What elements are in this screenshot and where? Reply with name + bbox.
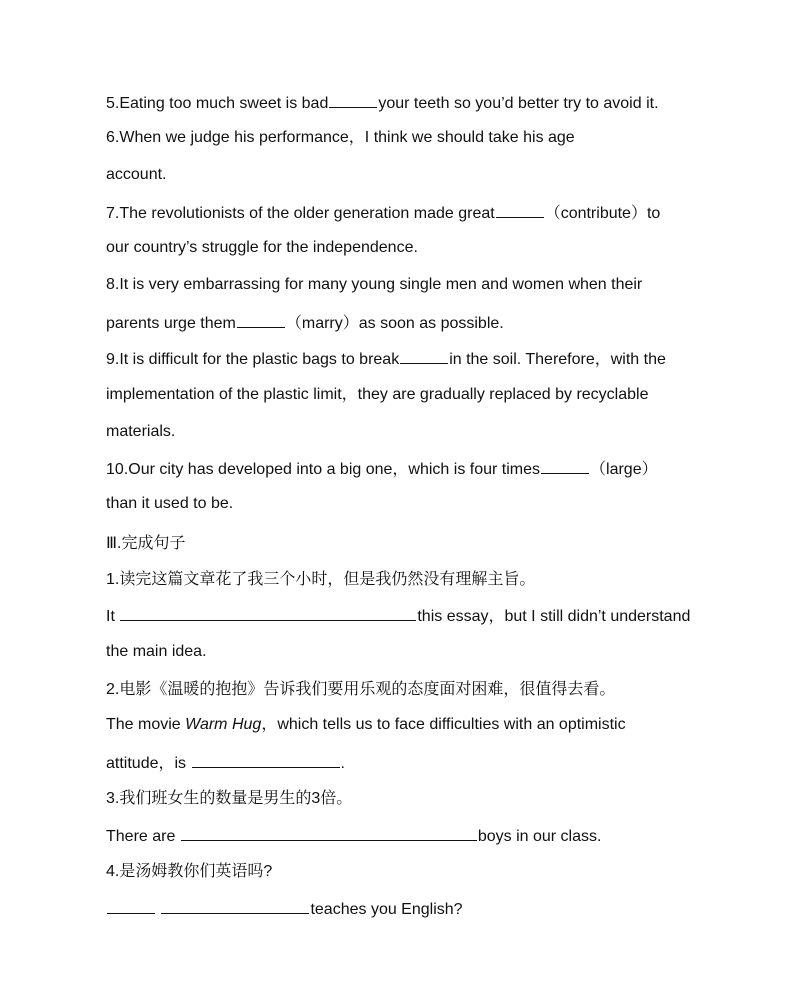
sentence-2-text-d: . (340, 755, 345, 772)
sentence-4-text-b: teaches you English? (310, 901, 463, 918)
movie-title: Warm Hug (185, 716, 262, 733)
exercise-9-text-b: in the soil. Therefore，with the (449, 351, 666, 368)
sentence-2-text-a: The movie (106, 716, 186, 733)
exercise-9-line-3 (106, 422, 175, 442)
sentence-1-chinese: 1.读完这篇文章花了我三个小时，但是我仍然没有理解主旨。 (106, 571, 536, 588)
sentence-3-text-b: boys in our class. (477, 828, 602, 845)
section-3-title: Ⅲ.完成句子 (106, 535, 186, 552)
exercise-8-line-2 (106, 312, 504, 334)
sentence-4-chinese: 4.是汤姆教你们英语吗? (106, 863, 273, 880)
answer-blank[interactable] (161, 898, 309, 914)
sentence-4-line-1 (106, 898, 463, 920)
exercise-6-line-2 (106, 165, 166, 185)
exercise-7-text-b: （contribute）to (544, 205, 661, 222)
sentence-3-prompt (106, 789, 352, 809)
sentence-3-line-1 (106, 825, 601, 847)
sentence-2-line-1 (106, 715, 626, 735)
sentence-1-line-1 (106, 605, 690, 627)
sentence-3-text-a: There are (106, 828, 176, 845)
exercise-10-text-a: 10.Our city has developed into a big one，which is four times (106, 461, 541, 478)
answer-blank[interactable] (120, 605, 416, 621)
sentence-2-chinese: 2.电影《温暖的抱抱》告诉我们要用乐观的态度面对困难，很值得去看。 (106, 681, 616, 698)
exercise-8-text-a: parents urge them (106, 315, 236, 332)
exercise-10-text-cont: than it used to be. (106, 495, 234, 512)
sentence-3-chinese: 3.我们班女生的数量是男生的3倍。 (106, 790, 353, 807)
exercise-9-text-end: materials. (106, 423, 176, 440)
exercise-5-text-a: 5.Eating too much sweet is bad (106, 95, 329, 112)
exercise-7-text-cont: our country’s struggle for the independence. (106, 239, 418, 256)
exercise-9-text-a: 9.It is difficult for the plastic bags to break (106, 351, 400, 368)
exercise-9-line-2 (106, 385, 648, 405)
exercise-6-text-cont: account. (106, 166, 167, 183)
exercise-7-text-a: 7.The revolutionists of the older generation made great (106, 205, 495, 222)
answer-blank[interactable] (329, 92, 377, 108)
answer-blank[interactable] (400, 348, 448, 364)
answer-blank[interactable] (237, 312, 285, 328)
sentence-1-text-a: It (106, 608, 115, 625)
exercise-5 (106, 92, 659, 114)
exercise-8-line-1 (106, 275, 642, 295)
sentence-4-prompt (106, 862, 272, 882)
exercise-8-text-b: （marry）as soon as possible. (285, 315, 504, 332)
answer-blank[interactable] (192, 752, 340, 768)
answer-blank[interactable] (496, 202, 544, 218)
exercise-10-line-1 (106, 458, 658, 480)
exercise-10-text-b: （large） (590, 461, 658, 478)
sentence-2-text-c: attitude，is (106, 755, 187, 772)
answer-blank[interactable] (181, 825, 477, 841)
exercise-8-text: 8.It is very embarrassing for many young single men and women when their (106, 276, 643, 293)
sentence-1-text-cont: the main idea. (106, 643, 207, 660)
answer-blank[interactable] (541, 458, 589, 474)
exercise-10-line-2 (106, 494, 233, 514)
exercise-9-line-1 (106, 348, 666, 370)
sentence-1-prompt (106, 570, 535, 590)
sentence-2-line-2 (106, 752, 345, 774)
sentence-1-line-2 (106, 642, 207, 662)
sentence-1-text-b: this essay，but I still didn’t understand (417, 608, 691, 625)
sentence-2-prompt (106, 680, 615, 700)
exercise-5-text-b: your teeth so you’d better try to avoid it. (378, 95, 659, 112)
exercise-6-text: 6.When we judge his performance，I think we should take his age (106, 129, 575, 146)
exercise-7-line-2 (106, 238, 418, 258)
exercise-6-line-1 (106, 128, 575, 148)
answer-blank[interactable] (107, 898, 155, 914)
exercise-9-text-cont: implementation of the plastic limit，they are gradually replaced by recyclable (106, 386, 649, 403)
section-heading (106, 534, 185, 554)
exercise-7-line-1 (106, 202, 660, 224)
sentence-2-text-b: ，which tells us to face difficulties with an optimistic (261, 716, 626, 733)
